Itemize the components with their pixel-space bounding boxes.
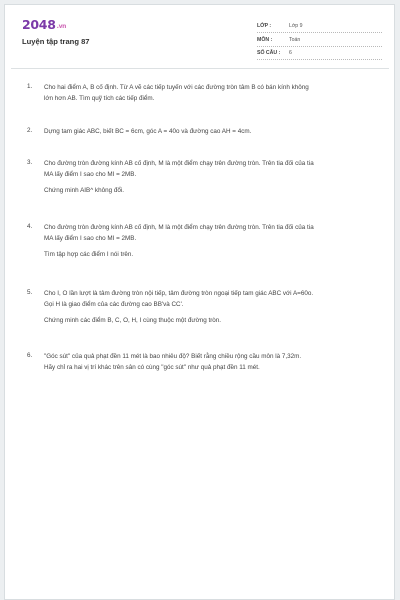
question-line: Cho đường tròn đường kính AB cố định, M là một điểm chạy trên đường tròn. Trên tia đối của tia (44, 160, 314, 167)
question-number: 3. (27, 159, 33, 166)
question-line: "Góc sút" của quả phạt đền 11 mét là bao nhiêu độ? Biết rằng chiều rộng cầu môn là 7,32m. (44, 353, 302, 360)
question-number: 5. (27, 289, 33, 296)
question-text (44, 127, 377, 138)
subject-underline (257, 46, 382, 47)
question-task: Tìm tập hợp các điểm I nói trên. (44, 251, 134, 258)
question-line: Dựng tam giác ABC, biết BC = 6cm, góc A = 40o và đường cao AH = 4cm. (44, 128, 252, 135)
question-line: Cho I, O lần lượt là tâm đường tròn nội tiếp, tâm đường tròn ngoại tiếp tam giác ABC với A=60o. (44, 290, 314, 297)
worksheet-page (4, 4, 395, 600)
question-text (44, 223, 377, 244)
question-number: 1. (27, 83, 33, 90)
question-line: MA lấy điểm I sao cho MI = 2MB. (44, 234, 137, 242)
question-task: Chứng minh AIB^ không đổi. (44, 187, 124, 194)
question-line: Cho đường tròn đường kính AB cố định, M là một điểm chạy trên đường tròn. Trên tia đối của tia (44, 224, 314, 231)
question-5 (27, 289, 377, 327)
page-title: Luyện tập trang 87 (22, 37, 90, 46)
question-text (44, 83, 377, 104)
question-text (44, 289, 377, 310)
question-line: Cho hai điểm A, B cố định. Từ A vẽ các tiếp tuyến với các đường tròn tâm B có bán kính không (44, 84, 309, 91)
question-line: MA lấy điểm I sao cho MI = 2MB. (44, 170, 137, 178)
question-3 (27, 159, 377, 197)
logo-text: 2048 (22, 17, 56, 32)
question-1 (27, 83, 377, 104)
question-2 (27, 127, 377, 138)
question-number: 2. (27, 127, 33, 134)
question-line: Gọi H là giao điểm của các đường cao BB'và CC'. (44, 300, 184, 308)
subject-label: MÔN : (257, 37, 273, 43)
question-task: Chứng minh các điểm B, C, O, H, I cùng thuộc một đường tròn. (44, 317, 222, 324)
class-underline (257, 32, 382, 33)
question-text (44, 352, 377, 373)
question-line: lớn hơn AB. Tìm quỹ tích các tiếp điểm. (44, 94, 155, 102)
logo-tld: .vn (56, 23, 67, 30)
question-number: 4. (27, 223, 33, 230)
question-4 (27, 223, 377, 261)
question-text (44, 159, 377, 180)
question-line: Hãy chỉ ra hai vị trí khác trên sân có cùng "góc sút" như quả phạt đền 11 mét. (44, 363, 260, 371)
question-number: 6. (27, 352, 33, 359)
question-count-value: 6 (289, 50, 292, 56)
class-label: LỚP : (257, 23, 272, 29)
question-count-underline (257, 59, 382, 60)
class-value: Lớp 9 (289, 23, 303, 29)
header-divider (11, 68, 389, 69)
site-logo[interactable] (22, 17, 66, 32)
question-6 (27, 352, 377, 373)
subject-value: Toán (289, 37, 301, 43)
question-count-label: SỐ CÂU : (257, 50, 281, 56)
